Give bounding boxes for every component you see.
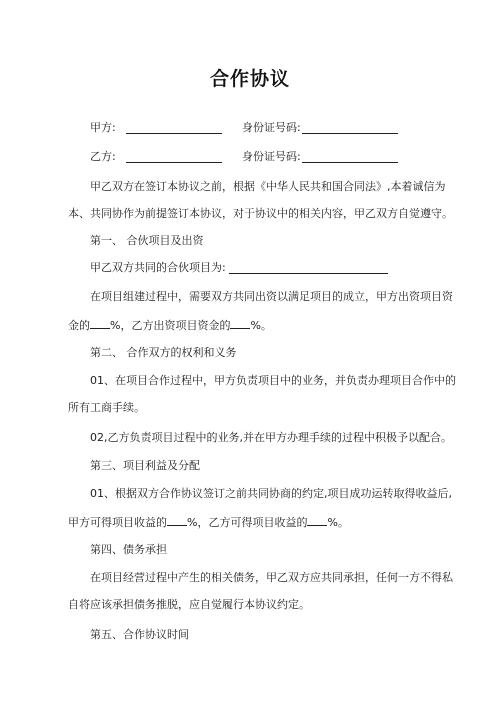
section-2-heading: 第二、 合作双方的权利和义务 [90,346,237,359]
project-label: 甲乙双方共同的合伙项目为: [90,261,226,274]
section-4-para-line-2: 自将应该承担债务推脱，应自觉履行本协议约定。 [68,598,310,611]
text-segment: 金的 [68,319,90,332]
text-segment: %。 [327,516,349,529]
document-title: 合作协议 [209,68,290,90]
text-segment: %。 [250,319,272,332]
party-a-profit-percent-blank[interactable] [167,514,187,526]
text-segment: %，乙方出资项目资金的 [110,319,231,332]
party-a-id-label: 身份证号码: [242,121,301,134]
party-b-profit-percent-blank[interactable] [307,514,327,526]
section-1-para-line-1: 在项目组建过程中，需要双方共同出资以满足项目的成立，甲方出资项目资 [90,290,453,303]
intro-line-2: 本、共同协作为前提签订本协议，对于协议中的相关内容，甲乙双方自觉遵守。 [68,207,453,220]
party-a-label: 甲方: [90,121,116,134]
section-1-para-line-2 [68,317,272,333]
party-a-name-blank[interactable] [126,133,222,134]
party-b-id-blank[interactable] [302,162,398,163]
section-4-heading: 第四、债务承担 [90,543,167,556]
text-segment: 甲方可得项目收益的 [68,516,167,529]
section-2-para-1-line-2: 所有工商手续。 [68,401,145,414]
section-5-heading: 第五、合作协议时间 [90,628,189,641]
section-2-para-2: 02,乙方负责项目过程中的业务,并在甲方办理手续的过程中积极予以配合。 [90,431,452,444]
section-3-para-line-2 [68,514,349,530]
party-b-label: 乙方: [90,150,116,163]
party-b-name-blank[interactable] [126,162,222,163]
text-segment: %，乙方可得项目收益的 [187,516,308,529]
party-a-investment-percent-blank[interactable] [90,317,110,329]
party-b-investment-percent-blank[interactable] [230,317,250,329]
section-4-para-line-1: 在项目经营过程中产生的相关债务，甲乙双方应共同承担，任何一方不得私 [90,571,453,584]
section-3-heading: 第三、项目利益及分配 [90,459,200,472]
section-1-heading: 第一、 合伙项目及出资 [90,234,204,247]
section-3-para-line-1: 01、根据双方合作协议签订之前共同协商的约定,项目成功运转取得收益后, [90,487,452,500]
party-b-id-label: 身份证号码: [242,150,301,163]
section-2-para-1-line-1: 01、在项目合作过程中，甲方负责项目中的业务，并负责办理项目合作中的 [90,374,456,387]
intro-line-1: 甲乙双方在签订本协议之前，根据《中华人民共和国合同法》,本着诚信为 [90,180,446,193]
party-a-id-blank[interactable] [302,133,398,134]
project-name-blank[interactable] [229,273,388,274]
